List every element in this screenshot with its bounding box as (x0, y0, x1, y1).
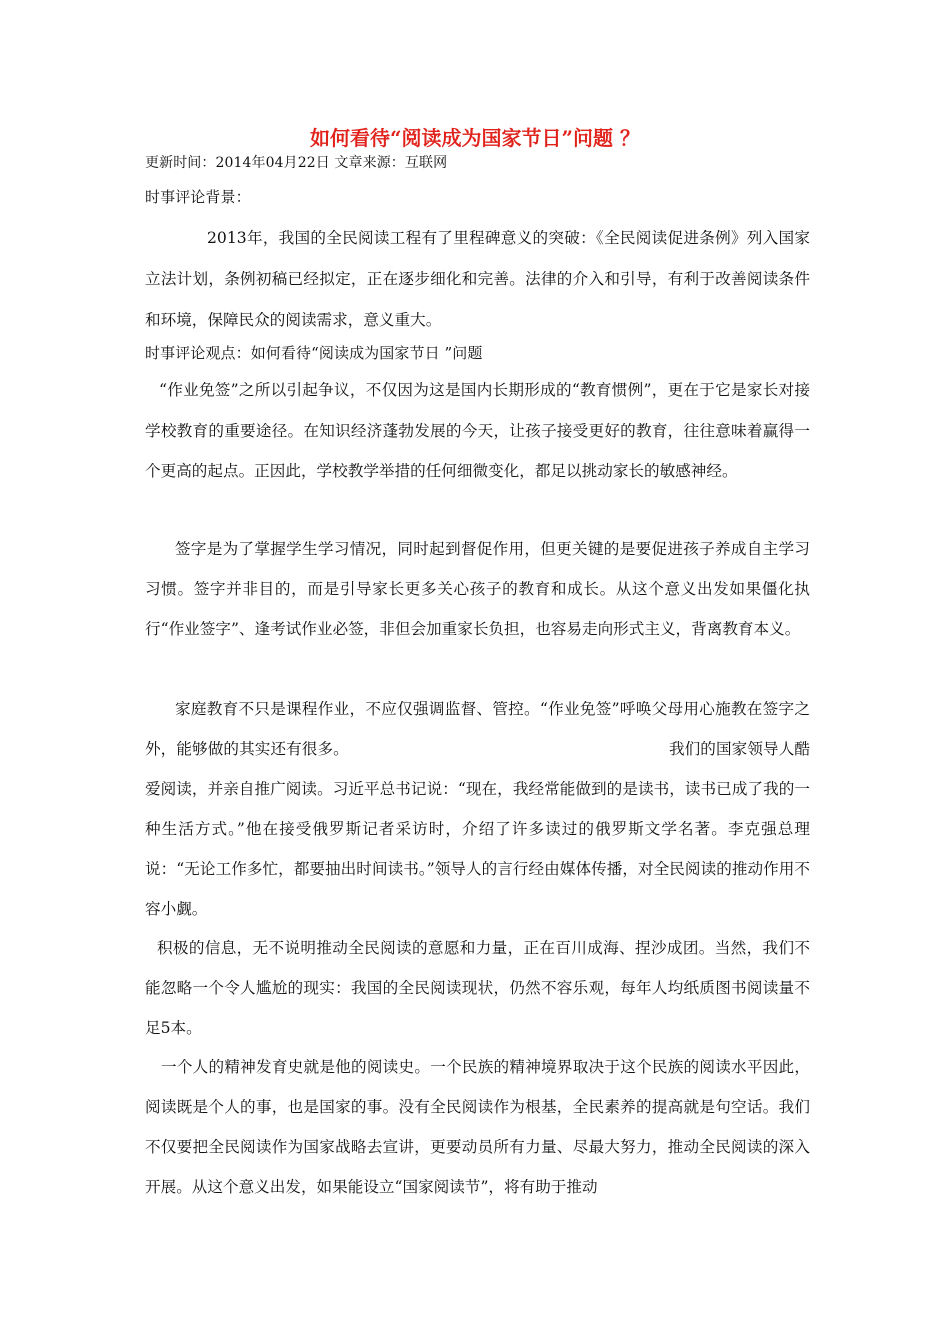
article-title: 如何看待“阅读成为国家节日”问题 ？ (310, 126, 640, 150)
background-label: 时事评论背景： (145, 188, 251, 206)
paragraph-2: 签字是为了掌握学生学习情况，同时起到督促作用，但更关键的是要促进孩子养成自主学习习惯。签字并非目的，而是引导家长更多关心孩子的教育和成长。从这个意义出发如果僵化执行“作业签字”、逢考试作业必签，非但会加重家长负担，也容易走向形式主义，背离教育本义。 (145, 540, 810, 638)
paragraph-3-part-a: 家庭教育不只是课程作业，不应仅强调监督、管控。“作业免签”呼唤父母用心施教在签字之外，能够做的其实还有很多。 (145, 700, 810, 758)
paragraph-3 (145, 689, 810, 929)
paragraph-3-part-b: 我们的国家领导人酷爱阅读，并亲自推广阅读。习近平总书记说：“现在，我经常能做到的是读书，读书已成了我的一种生活方式。”他在接受俄罗斯记者采访时，介绍了许多读过的俄罗斯文学名著。李克强总理说：“无论工作多忙，都要抽出时间读书。”领导人的言行经由媒体传播，对全民阅读的推动作用不容小觑。 (145, 740, 810, 918)
opinion-label: 时事评论观点：如何看待“阅读成为国家节日 ”问题 (145, 344, 483, 362)
background-paragraph: 2013年，我国的全民阅读工程有了里程碑意义的突破：《全民阅读促进条例》列入国家立法计划，条例初稿已经拟定，正在逐步细化和完善。法律的介入和引导，有利于改善阅读条件和环境，保障民众的阅读需求，意义重大。 (145, 229, 810, 329)
article-meta: 更新时间：2014年04月22日 文章来源：互联网 (145, 155, 448, 171)
paragraph-5: 一个人的精神发育史就是他的阅读史。一个民族的精神境界取决于这个民族的阅读水平因此，阅读既是个人的事，也是国家的事。没有全民阅读作为根基，全民素养的提高就是句空话。我们不仅要把全民阅读作为国家战略去宣讲，更要动员所有力量、尽最大努力，推动全民阅读的深入开展。从这个意义出发，如果能设立“国家阅读节”，将有助于推动 (145, 1058, 810, 1196)
paragraph-1: “作业免签”之所以引起争议，不仅因为这是国内长期形成的“教育惯例”，更在于它是家长对接学校教育的重要途径。在知识经济蓬勃发展的今天，让孩子接受更好的教育，往往意味着赢得一个更高的起点。正因此，学校教学举措的任何细微变化，都足以挑动家长的敏感神经。 (145, 381, 810, 480)
paragraph-4: 积极的信息，无不说明推动全民阅读的意愿和力量，正在百川成海、捏沙成团。当然，我们不能忽略一个令人尴尬的现实：我国的全民阅读现状，仍然不容乐观，每年人均纸质图书阅读量不足5本。 (145, 939, 810, 1037)
